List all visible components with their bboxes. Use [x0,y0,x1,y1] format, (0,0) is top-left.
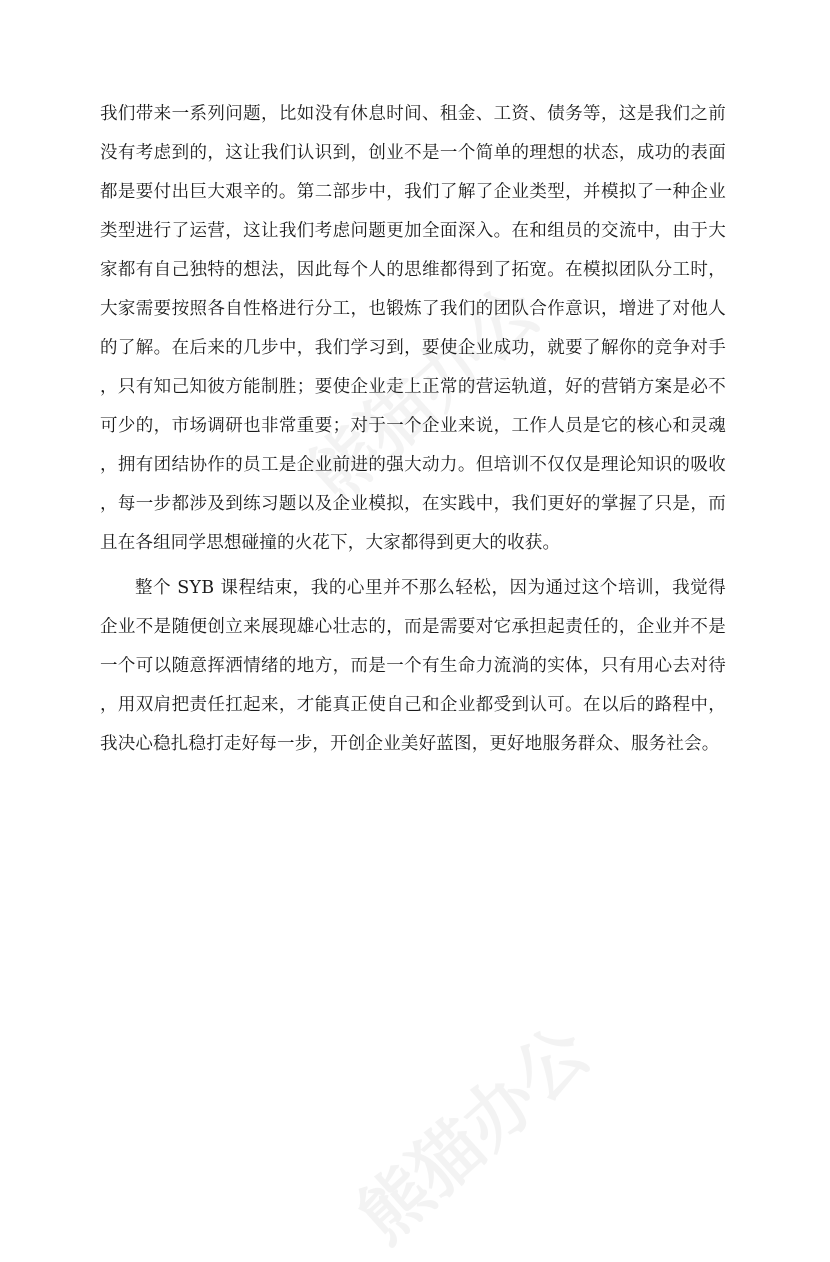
watermark [332,999,608,1261]
paragraph-2: 整个 SYB 课程结束，我的心里并不那么轻松，因为通过这个培训，我觉得企业不是随便创立来展现雄心壮志的，而是需要对它承担起责任的，企业并不是一个可以随意挥洒情绪的地方，而是一个有生命力流淌的实体，只有用心去对待，用双肩把责任扛起来，才能真正使自己和企业都受到认可。在以后的路程中，我决心稳扎稳打走好每一步，开创企业美好蓝图，更好地服务群众、服务社会。 [100,578,726,754]
document-body [100,95,726,764]
paragraph-1: 我们带来一系列问题，比如没有休息时间、租金、工资、债务等，这是我们之前没有考虑到的，这让我们认识到，创业不是一个简单的理想的状态，成功的表面都是要付出巨大艰辛的。第二部步中，我们了解了企业类型，并模拟了一种企业类型进行了运营，这让我们考虑问题更加全面深入。在和组员的交流中，由于大家都有自己独特的想法，因此每个人的思维都得到了拓宽。在模拟团队分工时，大家需要按照各自性格进行分工，也锻炼了我们的团队合作意识，增进了对他人的了解。在后来的几步中，我们学习到，要使企业成功，就要了解你的竞争对手，只有知己知彼方能制胜；要使企业走上正常的营运轨道，好的营销方案是必不可少的，市场调研也非常重要；对于一个企业来说，工作人员是它的核心和灵魂，拥有团结协作的员工是企业前进的强大动力。但培训不仅仅是理论知识的吸收，每一步都涉及到练习题以及企业模拟，在实践中，我们更好的掌握了只是，而且在各组同学思想碰撞的火花下，大家都得到更大的收获。 [100,104,726,553]
